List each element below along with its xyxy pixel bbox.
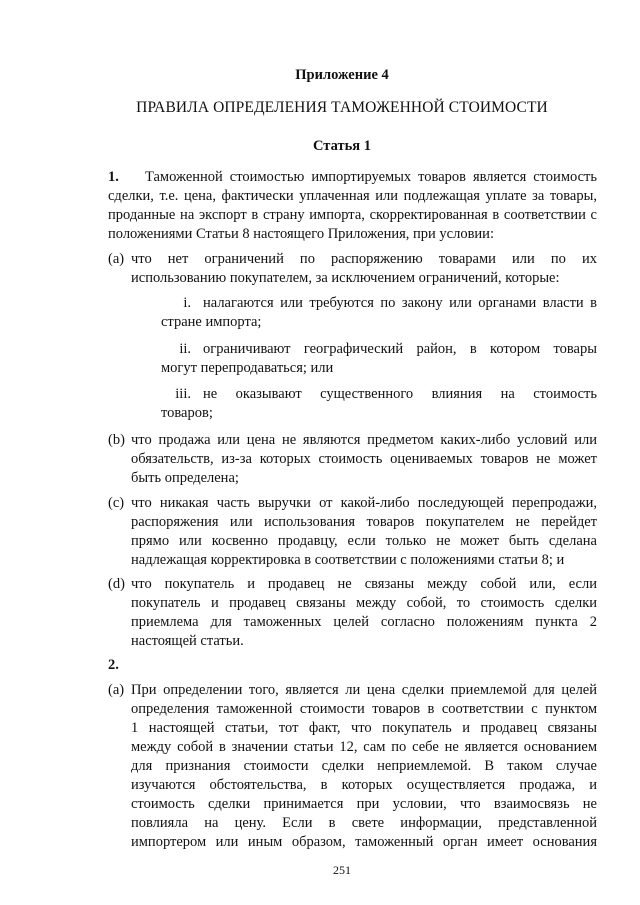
list-item-d xyxy=(108,575,597,651)
sub-item-i xyxy=(161,294,597,332)
list-item-2a xyxy=(108,681,597,852)
item-line: использованию покупателем, за исключением ограничений, которые: xyxy=(131,270,560,286)
sub-item-line: не оказывают существенного влияния на стоимость xyxy=(203,386,597,402)
item-line: прямо или косвенно продавцу, если только не может быть сделана xyxy=(131,533,597,549)
sub-item-iii xyxy=(161,385,597,423)
sub-item-ii xyxy=(161,340,597,378)
sub-item-label: ii. xyxy=(179,341,191,357)
sub-item-label: i. xyxy=(183,295,191,311)
item-label: (c) xyxy=(108,495,125,511)
item-line: стоимость сделки принимается при условии, что взаимосвязь не xyxy=(131,796,597,812)
paragraph-line: проданные на экспорт в страну импорта, скорректированная в соответствии с xyxy=(108,207,597,223)
item-line: 1 настоящей статьи, тот факт, что покупатель и продавец связаны xyxy=(131,720,597,736)
page-number: 251 xyxy=(333,863,351,877)
appendix-heading: Приложение 4 xyxy=(295,67,389,83)
list-item-c xyxy=(108,494,597,570)
item-line: что продажа или цена не являются предметом каких-либо условий или xyxy=(131,432,597,448)
sub-item-line: ограничивают географический район, в котором товары xyxy=(203,341,597,357)
item-line: повлияла на цену. Если в свете информации, представленной xyxy=(131,815,597,831)
item-label: (a) xyxy=(108,251,125,267)
paragraph-number: 1. xyxy=(108,169,119,185)
document-title: ПРАВИЛА ОПРЕДЕЛЕНИЯ ТАМОЖЕННОЙ СТОИМОСТИ xyxy=(136,99,548,116)
sub-item-line: товаров; xyxy=(161,405,213,421)
item-line: покупатель и продавец связаны между собой, то стоимость сделки xyxy=(131,595,597,611)
item-line: изучаются обстоятельства, в которых осуществляется продажа, и xyxy=(131,777,597,793)
item-line: приемлема для таможенных целей согласно положениям пункта 2 xyxy=(131,614,597,630)
item-line: надлежащая корректировка в соответствии с положениями статьи 8; и xyxy=(131,552,565,568)
paragraph-line: Таможенной стоимостью импортируемых товаров является стоимость xyxy=(145,169,597,185)
paragraph-2-number: 2. xyxy=(108,657,119,673)
item-line: определения таможенной стоимости товаров в соответствии с пунктом xyxy=(131,701,597,717)
item-line: настоящей статьи. xyxy=(131,633,244,649)
paragraph-1 xyxy=(108,168,597,244)
item-line: между собой в значении статьи 12, сам по себе не является основанием xyxy=(131,739,597,755)
paragraph-line: сделки, т.е. цена, фактически уплаченная или подлежащая уплате за товары, xyxy=(108,188,597,204)
sub-item-line: налагаются или требуются по закону или органами власти в xyxy=(203,295,597,311)
sub-item-line: могут перепродаваться; или xyxy=(161,360,334,376)
item-line: что никакая часть выручки от какой-либо последующей перепродажи, xyxy=(131,495,597,511)
item-line: обязательств, из-за которых стоимость оцениваемых товаров не может xyxy=(131,451,597,467)
sub-item-line: стране импорта; xyxy=(161,314,262,330)
item-line: При определении того, является ли цена сделки приемлемой для целей xyxy=(131,682,597,698)
item-line: быть определена; xyxy=(131,470,239,486)
item-line: импортером или иным образом, таможенный орган имеет основания xyxy=(131,834,597,850)
item-line: распоряжения или использования товаров покупателем не перейдет xyxy=(131,514,597,530)
item-line: что нет ограничений по распоряжению товарами или по их xyxy=(131,251,597,267)
item-label: (d) xyxy=(108,576,125,592)
list-item-b xyxy=(108,431,597,488)
article-heading: Статья 1 xyxy=(313,138,371,154)
sub-item-label: iii. xyxy=(175,386,191,402)
item-label: (b) xyxy=(108,432,125,448)
item-line: для признания стоимости сделки неприемлемой. В таком случае xyxy=(131,758,597,774)
item-line: что покупатель и продавец не связаны между собой или, если xyxy=(131,576,597,592)
item-label: (a) xyxy=(108,682,125,698)
paragraph-line: положениями Статьи 8 настоящего Приложения, при условии: xyxy=(108,226,494,242)
paragraph-1-first-line xyxy=(108,168,597,187)
list-item-a xyxy=(108,250,597,288)
